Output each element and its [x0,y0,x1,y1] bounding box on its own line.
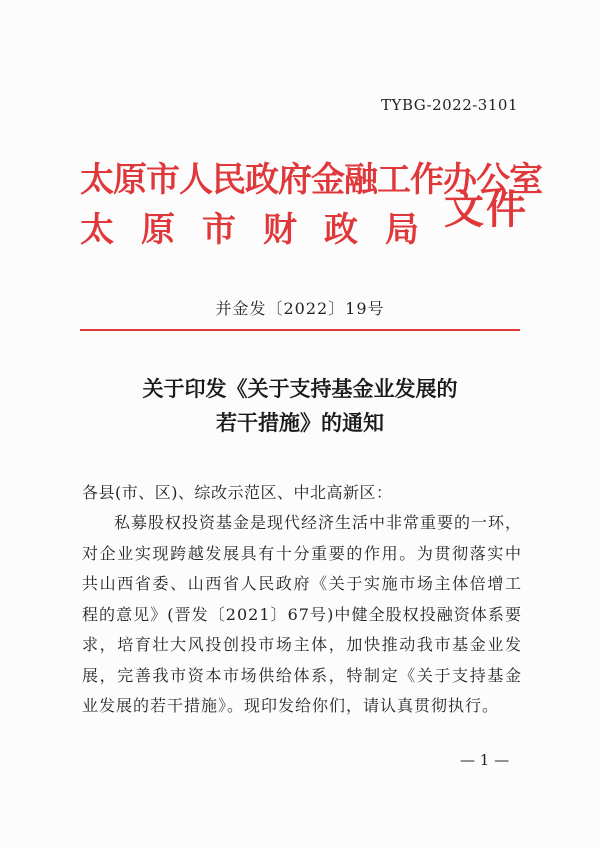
document-code: TYBG-2022-3101 [381,96,518,114]
red-separator-line [80,329,520,331]
recipient-line: 各县(市、区)、综改示范区、中北高新区： [82,483,393,502]
issuing-org-line-2: 太原市财政局 [80,210,446,250]
title-line-2: 若干措施》的通知 [216,410,384,435]
doc-type-suffix: 文件 [444,186,528,233]
title-line-1: 关于印发《关于支持基金业发展的 [142,376,458,401]
document-number: 并金发〔2022〕19号 [215,299,385,318]
body-paragraph: 私募股权投资基金是现代经济生活中非常重要的一环，对企业实现跨越发展具有十分重要的作用。为贯彻落实中共山西省委、山西省人民政府《关于实施市场主体倍增工程的意见》(晋发〔2021〕67号)中健全股权投融资体系要求，培育壮大风投创投市场主体，加快推动我市基金业发展，完善我市资本市场供给体系，特制定《关于支持基金业发展的若干措施》。现印发给你们，请认真贯彻执行。 [82,513,523,715]
document-title [0,372,600,440]
page-number: — 1 — [460,751,510,769]
issuing-org-line-1: 太原市人民政府金融工作办公室 [80,160,542,200]
red-header [80,160,540,270]
